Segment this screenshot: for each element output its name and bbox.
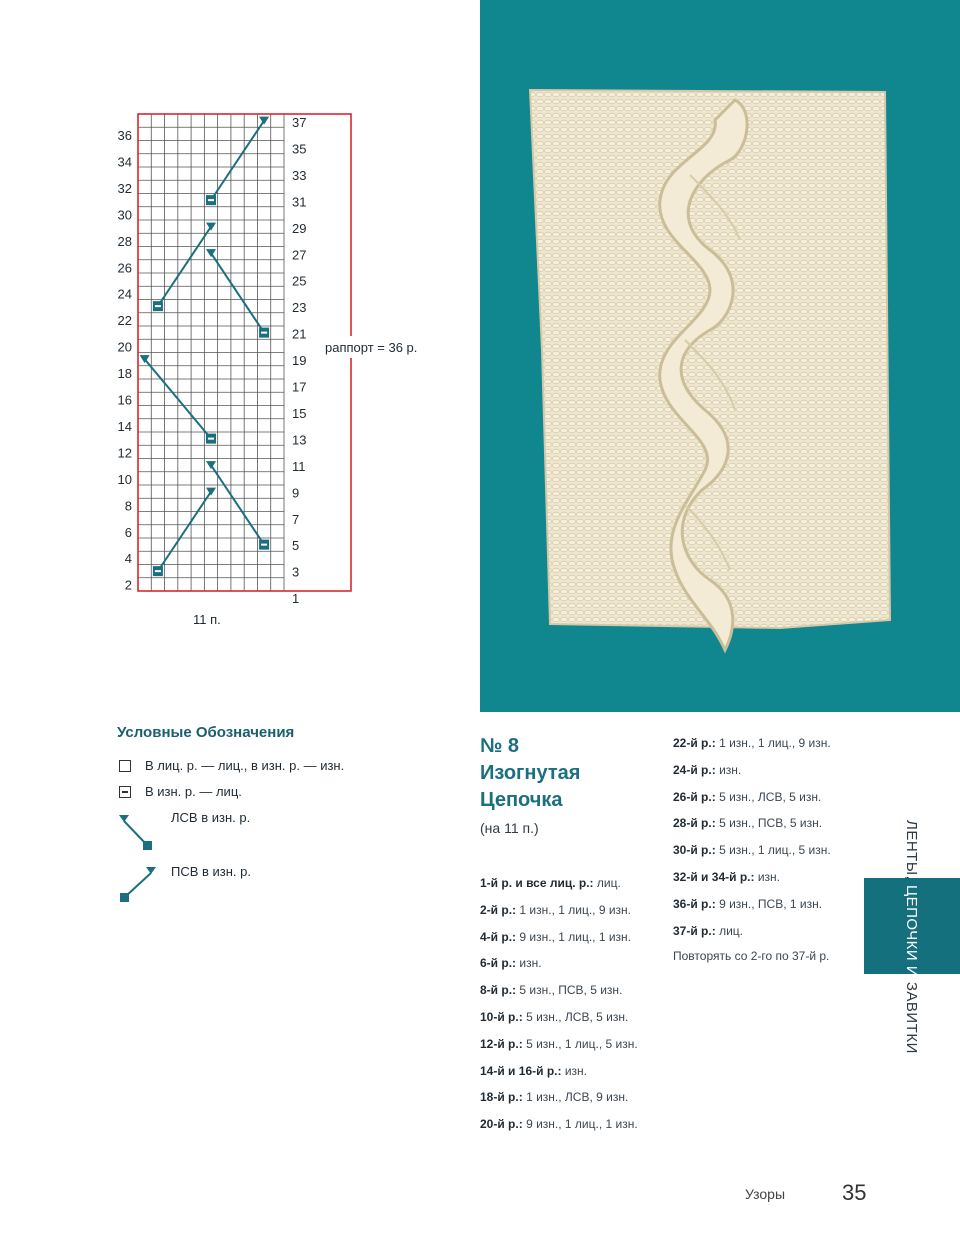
pattern-name-line2: Цепочка — [480, 789, 563, 811]
row-number-right: 33 — [292, 167, 307, 183]
chart-grid — [138, 114, 284, 591]
row-instruction — [480, 1090, 628, 1104]
legend — [117, 724, 447, 879]
row-number-right: 27 — [292, 247, 307, 263]
row-number-left: 8 — [124, 498, 132, 514]
row-instruction — [480, 1037, 638, 1051]
row-instruction — [480, 903, 631, 917]
purl-marker — [259, 540, 269, 550]
row-text: 5 изн., ПСВ, 5 изн. — [719, 816, 823, 831]
page-number: 35 — [842, 1180, 867, 1205]
row-label: 24-й р.: — [673, 762, 716, 777]
row-text: 5 изн., ЛСВ, 5 изн. — [526, 1010, 629, 1024]
chapter-title — [900, 820, 920, 1054]
cable-line — [211, 465, 264, 545]
row-label: 14-й и 16-й р.: — [480, 1063, 562, 1078]
cable-line — [211, 121, 264, 201]
row-instruction — [673, 763, 741, 777]
row-label: 8-й р.: — [480, 983, 517, 998]
cross-marker — [206, 488, 216, 496]
row-label: 4-й р.: — [480, 929, 517, 944]
legend-item-label: ПСВ в изн. р. — [171, 864, 251, 879]
row-number-left: 24 — [117, 286, 132, 302]
row-number-right: 1 — [292, 591, 300, 607]
row-label: 26-й р.: — [673, 789, 716, 804]
swatch-photo — [480, 0, 960, 712]
row-text: 5 изн., 1 лиц., 5 изн. — [526, 1036, 638, 1051]
row-label: 30-й р.: — [673, 843, 716, 858]
row-number-right: 5 — [292, 538, 300, 554]
row-text: изн. — [519, 956, 542, 971]
row-number-left: 30 — [117, 207, 132, 223]
left-cross-icon — [117, 812, 167, 852]
row-text: 9 изн., 1 лиц., 1 изн. — [526, 1117, 638, 1132]
stitch-count-label: 11 п. — [193, 612, 221, 627]
row-number-left: 36 — [117, 128, 132, 143]
row-number-left: 32 — [117, 180, 132, 196]
purl-marker — [206, 434, 216, 444]
pattern-name-line1: Изогнутая — [480, 762, 581, 784]
row-text: 5 изн., 1 лиц., 5 изн. — [719, 843, 831, 858]
legend-item-label: ЛСВ в изн. р. — [171, 810, 251, 825]
row-number-left: 18 — [117, 366, 132, 382]
chapter-title-part1: ЛЕНТЫ, — [903, 820, 920, 885]
row-text: изн. — [757, 870, 780, 884]
row-text: лиц. — [596, 876, 621, 890]
row-number-left: 12 — [117, 445, 132, 461]
row-number-right: 25 — [292, 273, 307, 289]
purl-marker — [153, 566, 163, 576]
row-number-right: 7 — [292, 511, 300, 527]
purl-marker — [206, 195, 216, 205]
row-number-left: 2 — [124, 577, 132, 593]
row-number-left: 4 — [124, 551, 132, 567]
row-number-right: 37 — [292, 115, 307, 130]
pattern-stitches: (на 11 п.) — [480, 820, 539, 836]
cross-marker — [206, 461, 216, 469]
row-instruction — [673, 897, 822, 911]
cross-marker — [259, 117, 269, 125]
row-number-right: 35 — [292, 141, 307, 157]
legend-item-label: В изн. р. — лиц. — [145, 784, 242, 799]
row-number-right: 9 — [292, 485, 300, 501]
row-label: 20-й р.: — [480, 1117, 523, 1132]
row-number-right: 21 — [292, 326, 307, 342]
right-cross-icon — [117, 864, 167, 904]
purl-marker — [153, 301, 163, 311]
row-text: 5 изн., ЛСВ, 5 изн. — [719, 789, 822, 804]
row-number-right: 31 — [292, 194, 307, 210]
row-instruction — [673, 816, 822, 830]
row-instruction — [480, 1064, 587, 1078]
row-label: 18-й р.: — [480, 1090, 523, 1105]
row-instruction — [480, 1117, 638, 1131]
row-instruction — [480, 983, 622, 997]
left-row-numbers — [118, 128, 132, 593]
row-instruction — [480, 956, 542, 970]
right-row-numbers — [292, 115, 306, 606]
row-instruction — [673, 843, 831, 857]
row-number-right: 11 — [292, 458, 306, 474]
row-number-right: 23 — [292, 300, 307, 316]
knitting-chart — [0, 0, 480, 640]
row-number-left: 28 — [117, 233, 132, 249]
empty-square-icon — [119, 760, 131, 772]
row-text: изн. — [564, 1063, 587, 1078]
row-number-left: 20 — [117, 339, 132, 355]
purl-marker — [259, 328, 269, 338]
row-instruction — [673, 924, 743, 938]
row-number-right: 15 — [292, 405, 307, 421]
row-number-left: 14 — [117, 418, 132, 434]
row-number-left: 22 — [117, 313, 132, 329]
row-label: 1-й р. и все лиц. р.: — [480, 876, 594, 890]
row-instruction — [480, 1010, 628, 1024]
row-instruction — [673, 790, 821, 804]
pattern-number: № 8 — [480, 735, 519, 757]
row-number-left: 10 — [117, 471, 132, 487]
row-label: 22-й р.: — [673, 736, 716, 750]
row-number-right: 29 — [292, 220, 307, 236]
row-number-left: 16 — [117, 392, 132, 408]
row-number-right: 19 — [292, 353, 307, 369]
footer-section: Узоры — [745, 1186, 786, 1202]
row-instruction — [480, 930, 631, 944]
row-text: 1 изн., 1 лиц., 9 изн. — [519, 902, 631, 917]
row-label: 6-й р.: — [480, 956, 517, 971]
row-instruction — [673, 736, 831, 750]
row-text: 9 изн., 1 лиц., 1 изн. — [519, 929, 631, 944]
row-label: 10-й р.: — [480, 1010, 523, 1024]
pattern-heading — [480, 733, 580, 814]
row-label: 12-й р.: — [480, 1036, 523, 1051]
row-text: 1 изн., 1 лиц., 9 изн. — [719, 736, 831, 750]
chapter-title-part3: ЗАВИТКИ — [903, 977, 920, 1054]
row-number-right: 3 — [292, 564, 300, 580]
chapter-title-part2: ЦЕПОЧКИ И — [903, 884, 920, 978]
legend-item-label: В лиц. р. — лиц., в изн. р. — изн. — [145, 758, 345, 773]
row-label: 2-й р.: — [480, 902, 517, 917]
minus-square-icon — [119, 786, 131, 798]
row-number-right: 17 — [292, 379, 307, 395]
repeat-note: Повторять со 2-го по 37-й р. — [673, 949, 830, 963]
row-label: 32-й и 34-й р.: — [673, 870, 755, 884]
legend-title: Условные Обозначения — [117, 724, 295, 741]
row-text: лиц. — [719, 923, 743, 938]
row-instruction — [673, 870, 780, 884]
cable-line — [158, 492, 211, 572]
cable-line — [158, 227, 211, 307]
row-text: 5 изн., ПСВ, 5 изн. — [519, 983, 623, 998]
cross-marker — [206, 249, 216, 257]
row-number-right: 13 — [292, 432, 307, 448]
row-number-left: 6 — [124, 524, 132, 540]
repeat-label: раппорт = 36 р. — [325, 340, 418, 355]
row-number-left: 26 — [117, 260, 132, 276]
swatch-illustration — [480, 0, 960, 712]
row-number-left: 34 — [117, 154, 132, 170]
row-label: 28-й р.: — [673, 816, 716, 831]
row-text: 1 изн., ЛСВ, 9 изн. — [526, 1090, 629, 1105]
row-text: изн. — [719, 762, 742, 777]
row-text: 9 изн., ПСВ, 1 изн. — [719, 896, 823, 911]
row-instruction — [480, 876, 621, 890]
row-label: 36-й р.: — [673, 896, 716, 911]
cable-line — [211, 253, 264, 333]
row-label: 37-й р.: — [673, 923, 716, 938]
cross-marker — [206, 223, 216, 231]
